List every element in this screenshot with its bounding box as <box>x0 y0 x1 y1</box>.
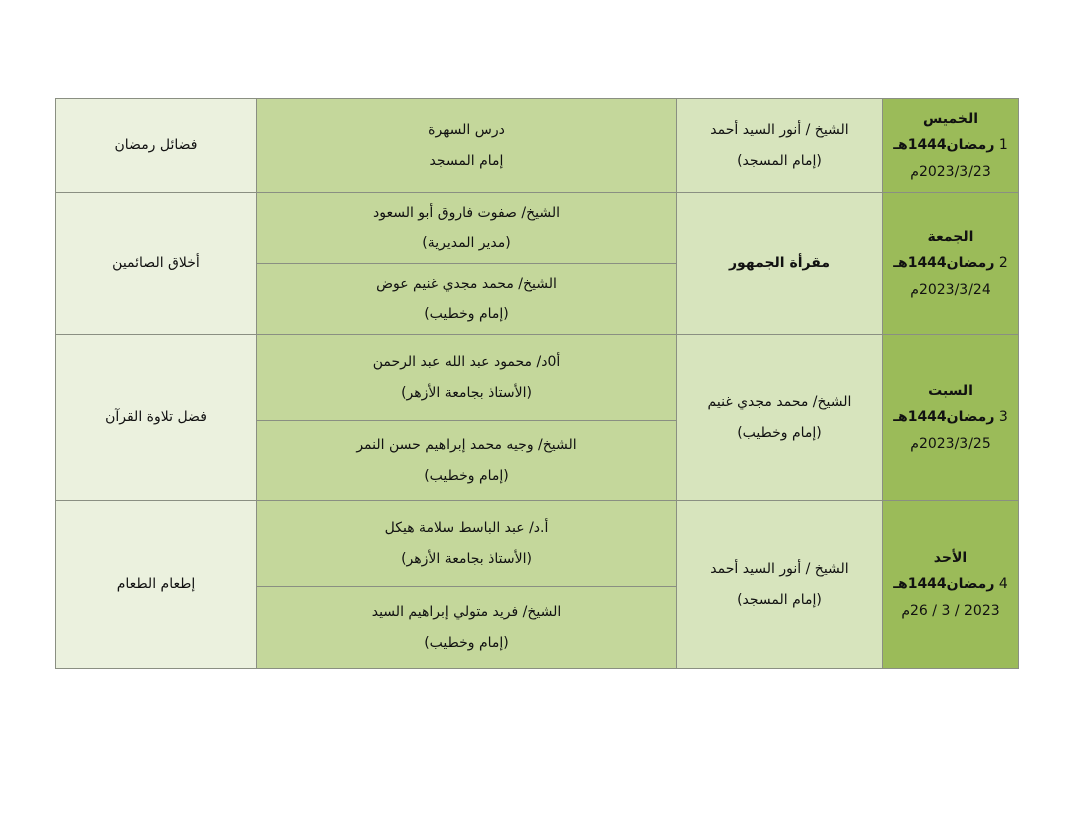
lesson-name: درس السهرة <box>428 122 505 139</box>
speaker-title: (إمام المسجد) <box>737 152 822 169</box>
hijri-date: 3 رمضان1444هـ <box>893 409 1008 426</box>
lesson-cell <box>257 264 677 335</box>
lesson-name: الشيخ/ وجيه محمد إبراهيم حسن النمر <box>356 437 577 454</box>
day-cell <box>883 501 1019 669</box>
lesson-name: الشيخ/ صفوت فاروق أبو السعود <box>372 204 561 221</box>
lesson-title: (إمام وخطيب) <box>424 467 509 484</box>
day-name: الخميس <box>922 111 979 128</box>
speaker-cell: مقرأة الجمهور <box>677 193 883 335</box>
lesson-cell <box>257 99 677 193</box>
lesson-name: الشيخ/ فريد متولي إبراهيم السيد <box>371 604 562 621</box>
lesson-name: أ.د/ عبد الباسط سلامة هيكل <box>384 520 549 537</box>
lesson-name: الشيخ/ محمد مجدي غنيم عوض <box>376 275 557 292</box>
lesson-title: (الأستاذ بجامعة الأزهر) <box>401 550 532 567</box>
gregorian-date: 2023/3/23م <box>910 163 991 180</box>
lesson-cell <box>257 501 677 587</box>
speaker-title: (إمام وخطيب) <box>737 424 822 441</box>
lesson-title: (إمام وخطيب) <box>424 634 509 651</box>
day-name: الجمعة <box>927 229 974 246</box>
day-name: الأحد <box>933 550 968 567</box>
speaker-cell <box>677 99 883 193</box>
topic-cell: فضائل رمضان <box>56 99 257 193</box>
hijri-date: 1 رمضان1444هـ <box>893 137 1008 154</box>
lesson-title: إمام المسجد <box>429 152 504 169</box>
lesson-name: أ0د/ محمود عبد الله عبد الرحمن <box>372 354 561 371</box>
speaker-name: الشيخ/ محمد مجدي غنيم <box>707 394 852 411</box>
lesson-title: (مدير المديرية) <box>422 235 511 251</box>
speaker-name: الشيخ / أنور السيد أحمد <box>710 561 849 578</box>
gregorian-date: 2023/3/25م <box>910 435 991 452</box>
hijri-date: 2 رمضان1444هـ <box>893 255 1008 272</box>
topic-cell: أخلاق الصائمين <box>56 193 257 335</box>
speaker-cell <box>677 335 883 501</box>
topic-cell: فضل تلاوة القرآن <box>56 335 257 501</box>
day-cell <box>883 335 1019 501</box>
table-row <box>56 99 1019 193</box>
gregorian-date: 2023 / 3 / 26م <box>901 602 1000 619</box>
lesson-cell <box>257 335 677 421</box>
lesson-title: (الأستاذ بجامعة الأزهر) <box>401 384 532 401</box>
speaker-cell <box>677 501 883 669</box>
topic-cell: إطعام الطعام <box>56 501 257 669</box>
lesson-title: (إمام وخطيب) <box>424 306 509 322</box>
table-row <box>56 501 1019 587</box>
speaker-name: الشيخ / أنور السيد أحمد <box>710 122 849 139</box>
lesson-cell <box>257 421 677 501</box>
lesson-cell <box>257 193 677 264</box>
lesson-cell <box>257 587 677 669</box>
table-row <box>56 335 1019 421</box>
schedule-table <box>55 98 1019 669</box>
table-row <box>56 193 1019 264</box>
hijri-date: 4 رمضان1444هـ <box>893 576 1008 593</box>
day-name: السبت <box>928 383 973 400</box>
gregorian-date: 2023/3/24م <box>910 281 991 298</box>
day-cell <box>883 99 1019 193</box>
speaker-title: (إمام المسجد) <box>737 591 822 608</box>
day-cell <box>883 193 1019 335</box>
